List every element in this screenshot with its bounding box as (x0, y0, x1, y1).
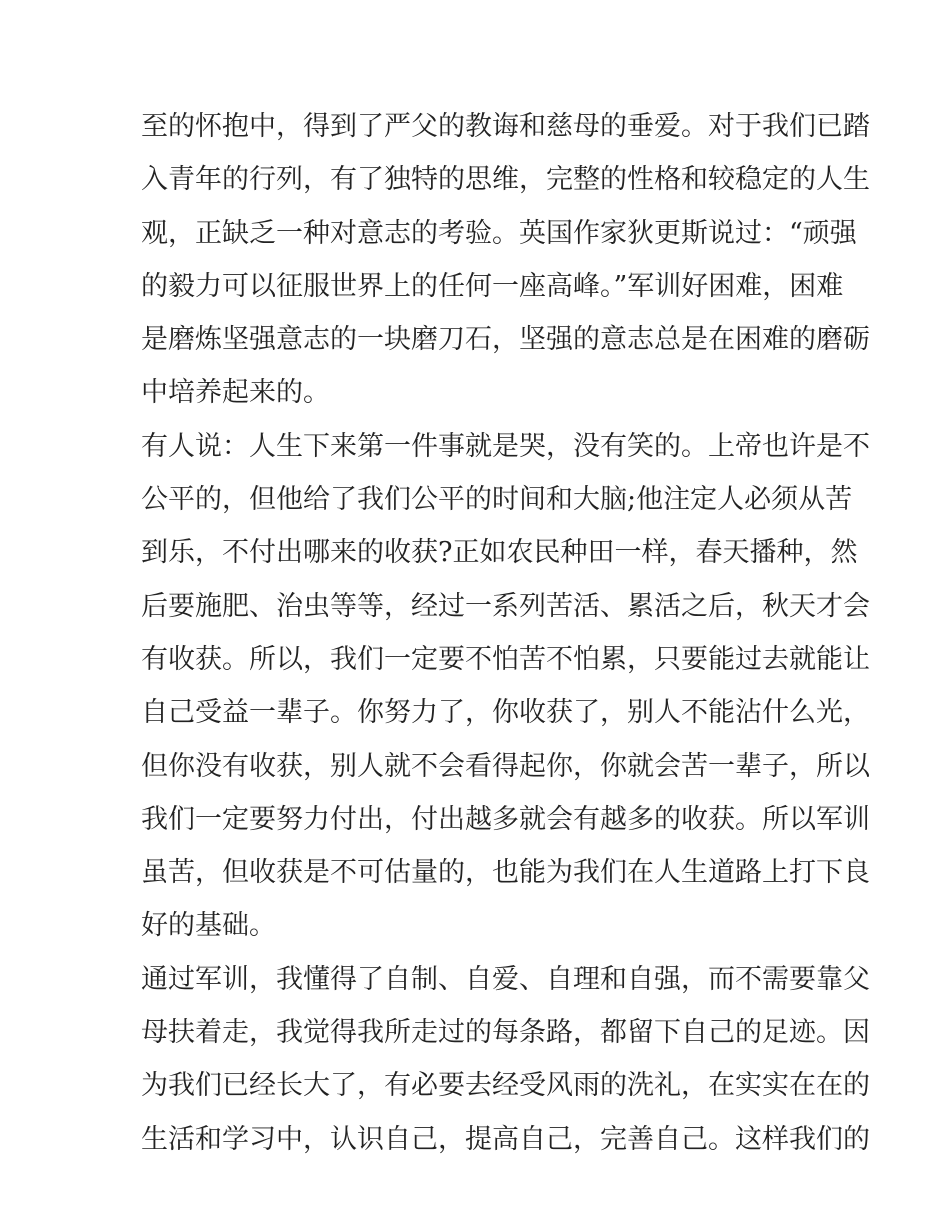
text-line: 的毅力可以征服世界上的任何一座高峰。”军训好困难，困难 (141, 270, 844, 302)
text-line: 但你没有收获，别人就不会看得起你，你就会苦一辈子，所以 (141, 750, 870, 782)
paragraph-2 (141, 420, 870, 953)
paragraph-1 (141, 100, 870, 420)
text-line: 母扶着走，我觉得我所走过的每条路，都留下自己的足迹。因 (141, 1017, 870, 1049)
text-line: 至的怀抱中，得到了严父的教诲和慈母的垂爱。对于我们已踏 (141, 111, 870, 142)
text-line: 好的基础。 (141, 910, 276, 942)
text-line: 观，正缺乏一种对意志的考验。英国作家狄更斯说过：“顽强 (141, 217, 857, 249)
body-text (141, 100, 870, 1166)
text-line: 为我们已经长大了，有必要去经受风雨的洗礼，在实实在在的 (141, 1070, 870, 1102)
paragraph-3 (141, 953, 870, 1166)
text-line: 自己受益一辈子。你努力了，你收获了，别人不能沾什么光， (141, 697, 870, 729)
text-line: 中培养起来的。 (141, 377, 330, 409)
text-line: 生活和学习中，认识自己，提高自己，完善自己。这样我们的 (141, 1123, 870, 1155)
text-line: 我们一定要努力付出，付出越多就会有越多的收获。所以军训 (141, 803, 870, 835)
text-line: 是磨炼坚强意志的一块磨刀石，坚强的意志总是在困难的磨砺 (141, 324, 870, 356)
text-line: 有人说：人生下来第一件事就是哭，没有笑的。上帝也许是不 (141, 430, 870, 462)
text-line: 公平的，但他给了我们公平的时间和大脑;他注定人必须从苦 (141, 484, 853, 516)
text-line: 有收获。所以，我们一定要不怕苦不怕累，只要能过去就能让 (141, 643, 870, 675)
text-line: 通过军训，我懂得了自制、自爱、自理和自强，而不需要靠父 (141, 963, 870, 995)
text-line: 到乐，不付出哪来的收获?正如农民种田一样，春天播种，然 (141, 537, 858, 569)
text-line: 虽苦，但收获是不可估量的，也能为我们在人生道路上打下良 (141, 857, 870, 889)
text-line: 入青年的行列，有了独特的思维，完整的性格和较稳定的人生 (141, 164, 870, 196)
text-line: 后要施肥、治虫等等，经过一系列苦活、累活之后，秋天才会 (141, 590, 870, 622)
